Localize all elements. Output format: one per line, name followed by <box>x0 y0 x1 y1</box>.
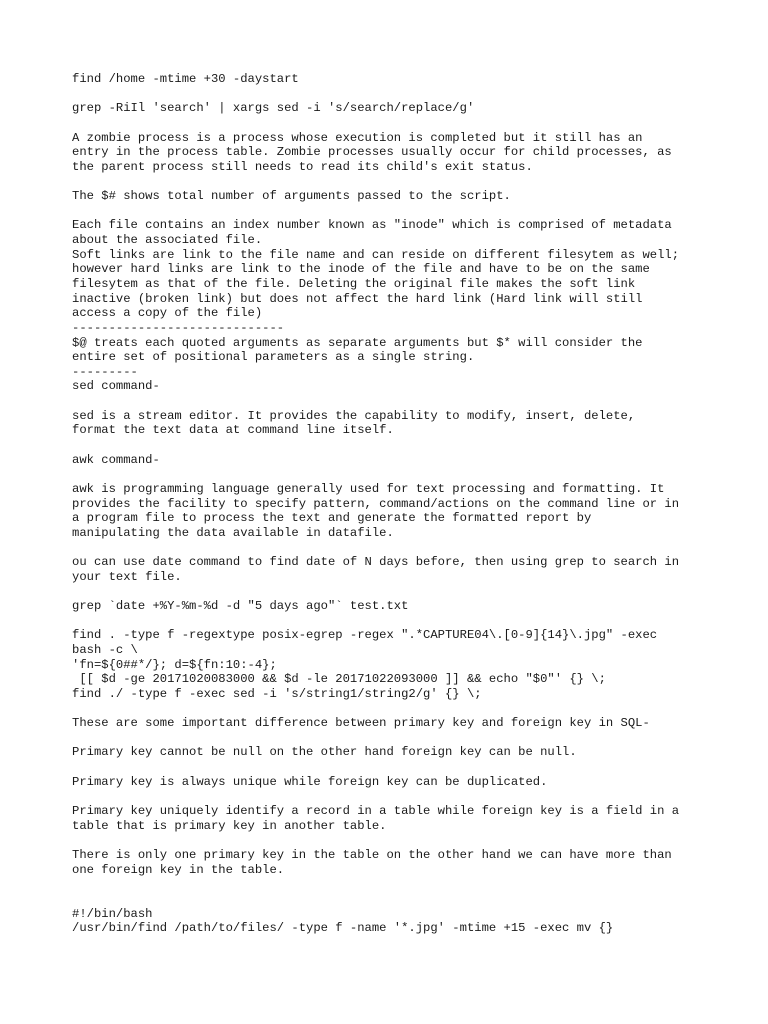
document-line: There is only one primary key in the table on the other hand we can have more than <box>72 847 672 862</box>
document-line: --------- <box>72 364 138 379</box>
document-line <box>72 789 712 804</box>
document-line: A zombie process is a process whose execution is completed but it still has an <box>72 130 643 145</box>
document-line: however hard links are link to the inode of the file and have to be on the same <box>72 262 650 277</box>
document-line: sed command- <box>72 379 160 394</box>
document-line: find ./ -type f -exec sed -i 's/string1/string2/g' {} \; <box>72 686 482 701</box>
document-line: find . -type f -regextype posix-egrep -regex ".*CAPTURE04\.[0-9]{14}\.jpg" -exec <box>72 628 658 643</box>
document-line: your text file. <box>72 569 182 584</box>
document-line: #!/bin/bash <box>72 906 153 921</box>
document-line: about the associated file. <box>72 233 263 248</box>
document-line: a program file to process the text and generate the formatted report by <box>72 511 592 526</box>
document-line <box>72 760 712 775</box>
document-line: filesytem as that of the file. Deleting the original file makes the soft link <box>72 276 636 291</box>
document-line: grep -RiIl 'search' | xargs sed -i 's/search/replace/g' <box>72 101 475 116</box>
document-page <box>72 72 712 936</box>
document-line <box>72 702 712 717</box>
document-line: $@ treats each quoted arguments as separate arguments but $* will consider the <box>72 335 643 350</box>
document-line: entry in the process table. Zombie processes usually occur for child processes, as <box>72 145 672 160</box>
document-line: ou can use date command to find date of N days before, then using grep to search in <box>72 555 680 570</box>
document-line: sed is a stream editor. It provides the capability to modify, insert, delete, <box>72 408 636 423</box>
document-line: format the text data at command line itself. <box>72 423 394 438</box>
document-line: Primary key cannot be null on the other hand foreign key can be null. <box>72 745 577 760</box>
document-line: entire set of positional parameters as a single string. <box>72 350 475 365</box>
document-line: /usr/bin/find /path/to/files/ -type f -name '*.jpg' -mtime +15 -exec mv {} <box>72 921 614 936</box>
document-line: 'fn=${0##*/}; d=${fn:10:-4}; <box>72 657 277 672</box>
document-line: access a copy of the file) <box>72 306 263 321</box>
document-line: provides the facility to specify pattern, command/actions on the command line or in <box>72 496 680 511</box>
document-line: inactive (broken link) but does not affect the hard link (Hard link will still <box>72 291 643 306</box>
document-line: ----------------------------- <box>72 320 285 335</box>
document-line: one foreign key in the table. <box>72 862 285 877</box>
document-line <box>72 892 712 907</box>
document-line <box>72 614 712 629</box>
document-line: These are some important difference between primary key and foreign key in SQL- <box>72 716 650 731</box>
document-line <box>72 833 712 848</box>
document-line <box>72 584 712 599</box>
document-line <box>72 731 712 746</box>
document-line: Primary key uniquely identify a record in a table while foreign key is a field in a <box>72 804 680 819</box>
document-line <box>72 467 712 482</box>
document-line: Soft links are link to the file name and can reside on different filesytem as well; <box>72 247 680 262</box>
document-line <box>72 394 712 409</box>
document-line: bash -c \ <box>72 642 138 657</box>
document-line: the parent process still needs to read its child's exit status. <box>72 159 533 174</box>
document-line: [[ $d -ge 20171020083000 && $d -le 20171022093000 ]] && echo "$0"' {} \; <box>72 672 606 687</box>
document-line <box>72 87 712 102</box>
document-line: table that is primary key in another table. <box>72 818 387 833</box>
document-line: manipulating the data available in datafile. <box>72 525 394 540</box>
document-line: grep `date +%Y-%m-%d -d "5 days ago"` test.txt <box>72 599 409 614</box>
document-line <box>72 438 712 453</box>
document-line: awk command- <box>72 452 160 467</box>
document-line: find /home -mtime +30 -daystart <box>72 72 299 86</box>
document-line <box>72 174 712 189</box>
document-line <box>72 877 712 892</box>
document-line: Each file contains an index number known as "inode" which is comprised of metadata <box>72 218 672 233</box>
document-line: awk is programming language generally used for text processing and formatting. It <box>72 481 665 496</box>
document-line <box>72 541 712 556</box>
document-line <box>72 116 712 131</box>
document-line: The $# shows total number of arguments passed to the script. <box>72 189 511 204</box>
document-line: Primary key is always unique while foreign key can be duplicated. <box>72 774 548 789</box>
document-line <box>72 204 712 219</box>
